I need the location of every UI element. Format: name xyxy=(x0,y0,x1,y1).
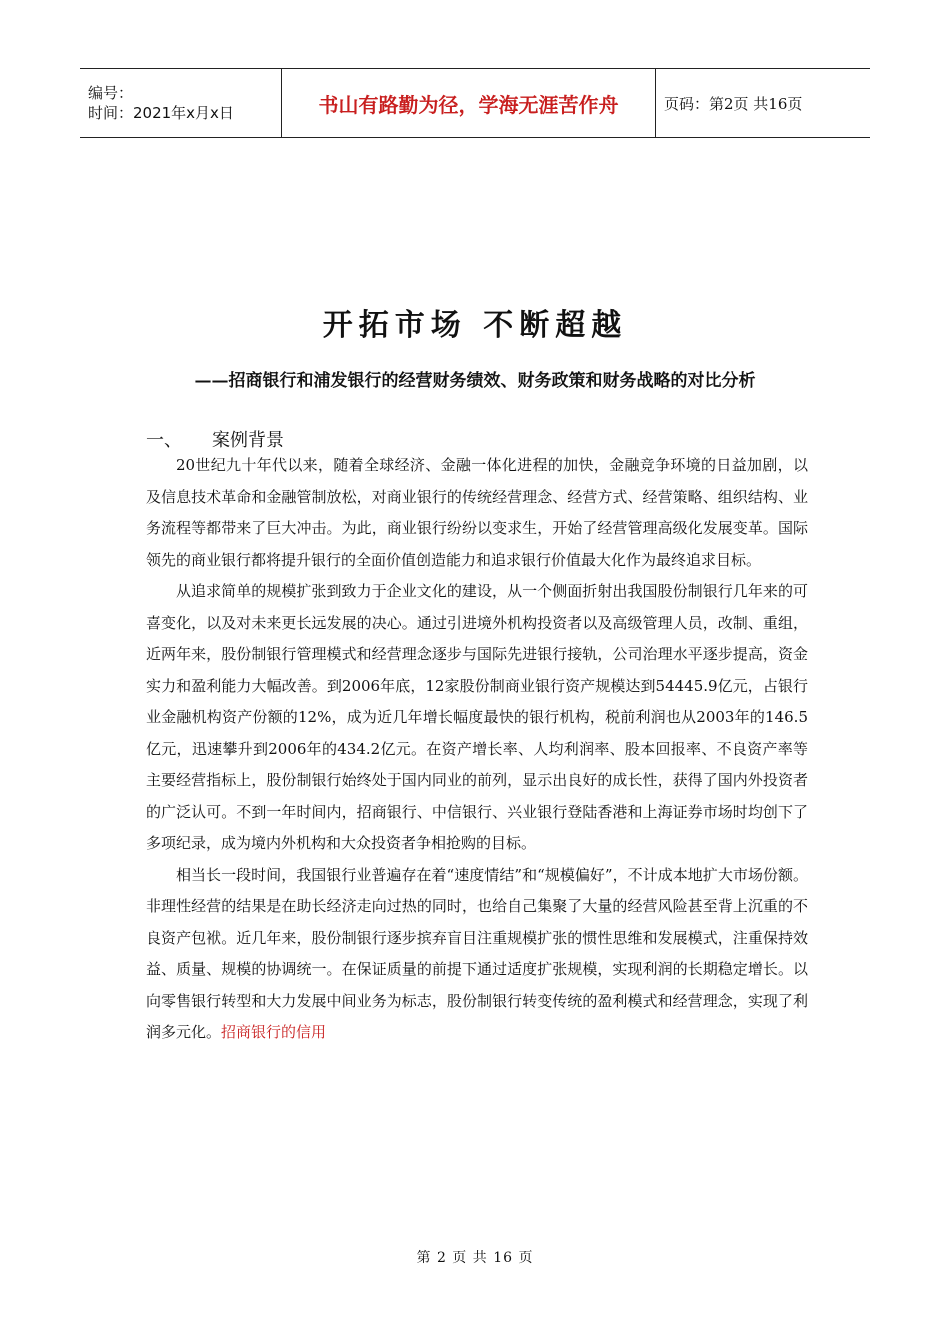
highlighted-text: 招商银行的信用 xyxy=(221,1023,327,1041)
document-title: 开拓市场 不断超越 xyxy=(322,308,628,343)
time-label: 时间：2021年x月x日 xyxy=(88,104,234,122)
page-info: 页码：第2页 共16页 xyxy=(664,94,803,113)
header-page-cell xyxy=(656,69,870,137)
number-label: 编号： xyxy=(88,84,134,102)
header-table xyxy=(80,68,870,138)
paragraph-1: 20世纪九十年代以来，随着全球经济、金融一体化进程的加快，金融竞争环境的日益加剧，以及信息技术革命和金融管制放松，对商业银行的传统经营理念、经营方式、经营策略、组织结构、业务流程等都带来了巨大冲击。为此，商业银行纷纷以变求生，开始了经营管理高级化发展变革。国际领先的商业银行都将提升银行的全面价值创造能力和追求银行价值最大化作为最终追求目标。 xyxy=(146,456,808,569)
section-title: 案例背景 xyxy=(212,430,284,451)
paragraph-3 xyxy=(146,860,808,1049)
page-footer: 第 2 页 共 16 页 xyxy=(416,1250,534,1266)
section-number: 一、 xyxy=(146,430,182,451)
body-text xyxy=(146,450,808,1049)
document-subtitle: ——招商银行和浦发银行的经营财务绩效、财务政策和财务战略的对比分析 xyxy=(194,371,756,391)
header-meta-cell xyxy=(80,69,282,137)
section-heading xyxy=(146,426,284,452)
paragraph-3-text: 相当长一段时间，我国银行业普遍存在着“速度情结”和“规模偏好”，不计成本地扩大市场份额。非理性经营的结果是在助长经济走向过热的同时，也给自己集聚了大量的经营风险甚至背上沉重的不良资产包袱。近几年来，股份制银行逐步摈弃盲目注重规模扩张的惯性思维和发展模式，注重保持效益、质量、规模的协调统一。在保证质量的前提下通过适度扩张规模，实现利润的长期稳定增长。以向零售银行转型和大力发展中间业务为标志，股份制银行转变传统的盈利模式和经营理念，实现了利润多元化。 xyxy=(146,865,808,1041)
header-motto-cell xyxy=(282,69,656,137)
motto: 书山有路勤为径，学海无涯苦作舟 xyxy=(318,92,619,117)
paragraph-2: 从追求简单的规模扩张到致力于企业文化的建设，从一个侧面折射出我国股份制银行几年来的可喜变化，以及对未来更长远发展的决心。通过引进境外机构投资者以及高级管理人员，改制、重组，近两年来，股份制银行管理模式和经营理念逐步与国际先进银行接轨，公司治理水平逐步提高，资金实力和盈利能力大幅改善。到2006年底，12家股份制商业银行资产规模达到54445.9亿元，占银行业金融机构资产份额的12%，成为近几年增长幅度最快的银行机构，税前利润也从2003年的146.5亿元，迅速攀升到2006年的434.2亿元。在资产增长率、人均利润率、股本回报率、不良资产率等主要经营指标上，股份制银行始终处于国内同业的前列，显示出良好的成长性，获得了国内外投资者的广泛认可。不到一年时间内，招商银行、中信银行、兴业银行登陆香港和上海证券市场时均创下了多项纪录，成为境内外机构和大众投资者争相抢购的目标。 xyxy=(146,582,808,852)
